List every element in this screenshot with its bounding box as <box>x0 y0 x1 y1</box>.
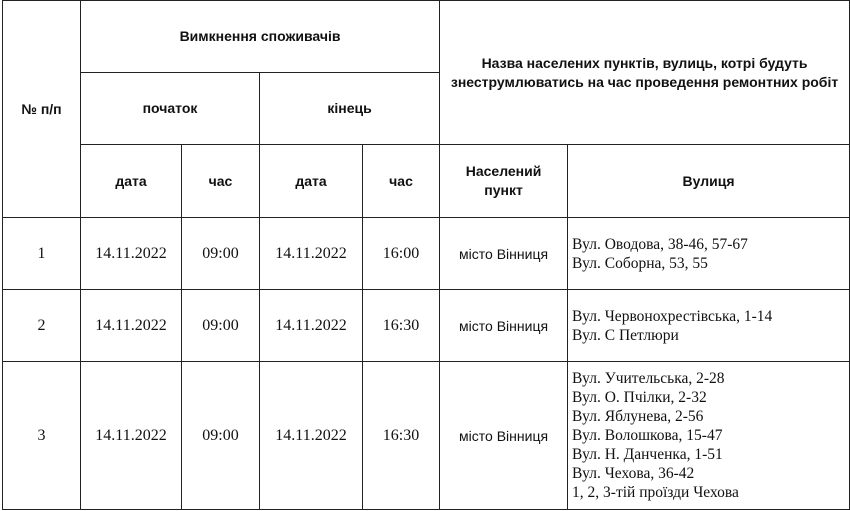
header-end: кінець <box>260 73 440 145</box>
row-settlement: місто Вінниця <box>440 362 568 510</box>
street-line: Вул. Червонохрестівська, 1-14 <box>572 307 773 325</box>
table-row <box>3 218 850 290</box>
row-end-time: 16:30 <box>363 362 440 510</box>
row-end-time: 16:30 <box>363 290 440 362</box>
row-end-time: 16:00 <box>363 218 440 290</box>
street-line: Вул. Н. Данченка, 1-51 <box>572 446 723 463</box>
row-start-time: 09:00 <box>182 290 260 362</box>
header-number: № п/п <box>3 1 81 218</box>
row-number: 3 <box>3 362 81 510</box>
row-streets <box>568 290 850 362</box>
table-row <box>3 362 850 510</box>
row-streets <box>568 218 850 290</box>
street-line: Вул. Чехова, 36-42 <box>572 465 695 482</box>
street-line: Вул. Соборна, 53, 55 <box>572 254 708 272</box>
table-row <box>3 290 850 362</box>
header-description <box>440 1 850 145</box>
outage-schedule-table <box>2 0 850 510</box>
street-line: Вул. Учительська, 2-28 <box>572 370 725 387</box>
row-start-time: 09:00 <box>182 362 260 510</box>
header-end-date: дата <box>260 145 363 218</box>
row-streets <box>568 362 850 510</box>
header-end-time: час <box>363 145 440 218</box>
header-description-text: Назва населених пунктів, вулиць, котрі будуть знеструмлюватись на час проведення ремонтних робіт <box>450 54 839 90</box>
header-start: початок <box>81 73 260 145</box>
street-line: 1, 2, 3-тій проїзди Чехова <box>572 484 739 501</box>
row-start-date: 14.11.2022 <box>81 218 182 290</box>
row-end-date: 14.11.2022 <box>260 218 363 290</box>
header-start-time: час <box>182 145 260 218</box>
row-settlement: місто Вінниця <box>440 218 568 290</box>
header-settlement-text: Населений пункт <box>465 163 542 198</box>
row-start-date: 14.11.2022 <box>81 290 182 362</box>
row-number: 2 <box>3 290 81 362</box>
street-line: Вул. Волошкова, 15-47 <box>572 427 723 444</box>
street-line: Вул. О. Пчілки, 2-32 <box>572 389 707 406</box>
street-line: Вул. С Петлюри <box>572 326 679 344</box>
row-start-date: 14.11.2022 <box>81 362 182 510</box>
row-end-date: 14.11.2022 <box>260 290 363 362</box>
row-end-date: 14.11.2022 <box>260 362 363 510</box>
header-start-date: дата <box>81 145 182 218</box>
header-shutdown: Вимкнення споживачів <box>81 1 440 73</box>
street-line: Вул. Яблунева, 2-56 <box>572 408 704 425</box>
header-settlement <box>440 145 568 218</box>
row-number: 1 <box>3 218 81 290</box>
header-street: Вулиця <box>568 145 850 218</box>
row-settlement: місто Вінниця <box>440 290 568 362</box>
row-start-time: 09:00 <box>182 218 260 290</box>
street-line: Вул. Оводова, 38-46, 57-67 <box>572 235 748 253</box>
